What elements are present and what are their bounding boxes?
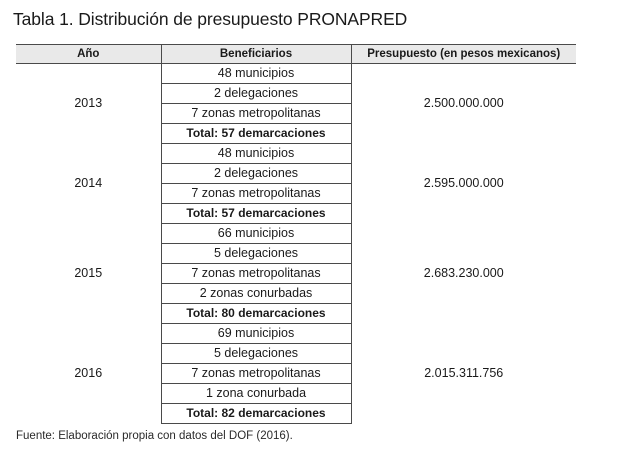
year-cell: 2015 [16,224,161,324]
beneficiary-item: 69 municipios [161,324,351,344]
beneficiary-item: 7 zonas metropolitanas [161,364,351,384]
table-row [16,224,576,244]
beneficiary-item: 48 municipios [161,144,351,164]
beneficiary-item: 7 zonas metropolitanas [161,184,351,204]
beneficiary-item: 1 zona conurbada [161,384,351,404]
header-year: Año [16,45,161,64]
beneficiary-item: 2 delegaciones [161,84,351,104]
budget-cell: 2.015.311.756 [424,366,504,380]
table-row [16,324,576,344]
budget-cell: 2.595.000.000 [423,176,504,190]
table-row [16,64,576,84]
header-budget: Presupuesto (en pesos mexicanos) [351,45,576,64]
beneficiary-total: Total: 57 demarcaciones [161,124,351,144]
year-cell: 2014 [16,144,161,224]
beneficiary-item: 2 delegaciones [161,164,351,184]
budget-table [16,44,576,424]
beneficiary-total: Total: 80 demarcaciones [161,304,351,324]
year-cell: 2016 [16,324,161,424]
table-body [16,64,576,424]
table-row [16,144,576,164]
year-cell: 2013 [16,64,161,144]
budget-cell: 2.500.000.000 [423,96,504,111]
beneficiary-item: 66 municipios [161,224,351,244]
beneficiary-item: 5 delegaciones [161,344,351,364]
source-note: Fuente: Elaboración propia con datos del DOF (2016). [16,430,293,442]
header-beneficiaries: Beneficiarios [161,45,351,64]
budget-cell: 2.683.230.000 [423,266,504,280]
beneficiary-total: Total: 82 demarcaciones [161,404,351,424]
beneficiary-item: 7 zonas metropolitanas [161,104,351,124]
header-row [16,45,576,64]
table-title: Tabla 1. Distribución de presupuesto PRONAPRED [13,9,408,29]
beneficiary-item: 2 zonas conurbadas [161,284,351,304]
beneficiary-item: 5 delegaciones [161,244,351,264]
beneficiary-item: 48 municipios [161,64,351,84]
beneficiary-total: Total: 57 demarcaciones [161,204,351,224]
beneficiary-item: 7 zonas metropolitanas [161,264,351,284]
